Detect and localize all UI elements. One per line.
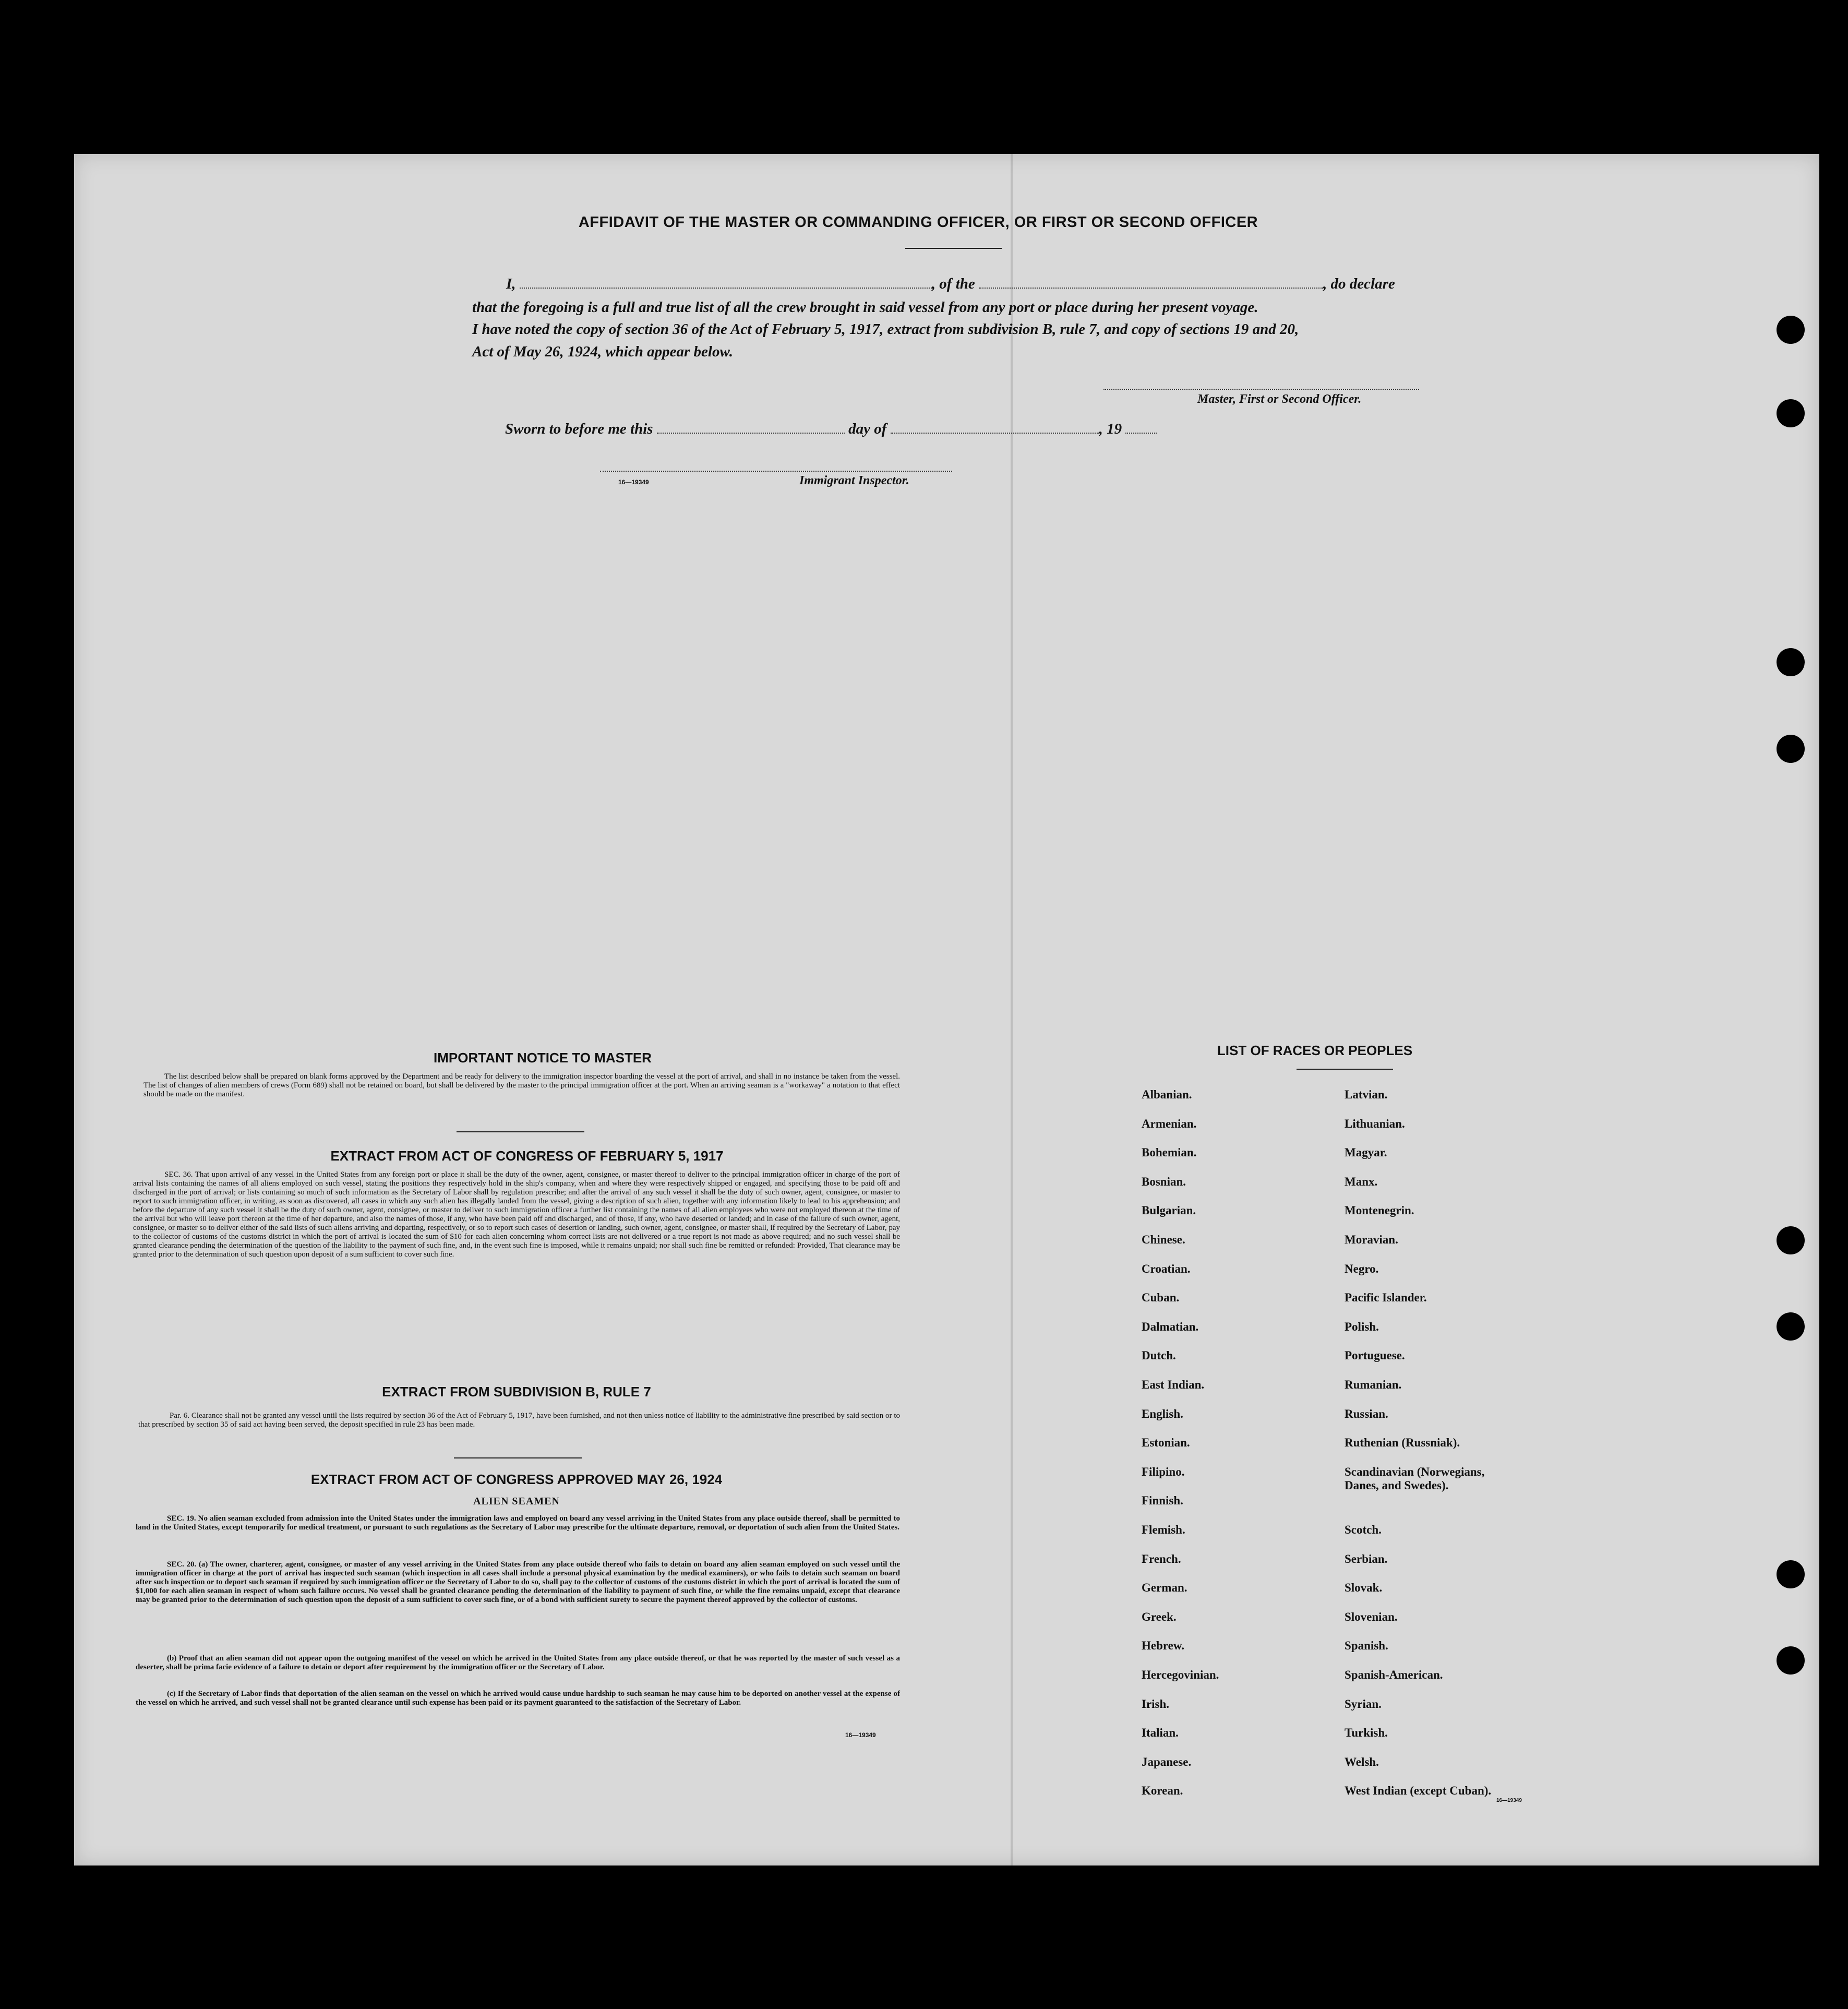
race-item: Irish. [1142,1697,1170,1711]
race-item: Spanish. [1345,1639,1388,1653]
race-item: Korean. [1142,1784,1183,1798]
extract-1924-title: EXTRACT FROM ACT OF CONGRESS APPROVED MAY 26, 1924 [310,1472,723,1487]
race-item: Flemish. [1142,1523,1185,1536]
race-item: Syrian. [1345,1697,1382,1711]
race-item: Japanese. [1142,1755,1192,1768]
sec-20a-body: SEC. 20. (a) The owner, charterer, agent, consignee, or master of any vessel arriving in the United States from any place outside thereof who fails to detain on board any alien seaman employed on such vessel until the immigration officer in charge at the port of arrival has inspected such seaman (which inspection in all cases shall include a personal physical examination by the medical examiners), or who fails to detain such seaman on board after such inspection or to deport such seaman if required by such immigration officer or the Secretary of Labor to do so, shall pay to the collector of customs of the customs district in which the port of arrival is located the sum of $1,000 for each alien seaman in respect of whom such failure occurs. No vessel shall be granted clearance pending the determination of the liability to payment of such fine, or while the fine remains unpaid, except that clearance may be granted prior to the determination of such question upon the deposit of a sum sufficient to cover such fine, or of a bond with sufficient surety to secure the payment thereof approved by the collector of customs. [136,1560,900,1604]
race-item: English. [1142,1407,1183,1420]
race-item: Portuguese. [1345,1349,1405,1362]
race-item: East Indian. [1142,1378,1205,1391]
subdivision-b-body: Par. 6. Clearance shall not be granted any vessel until the lists required by section 36 of the Act of February 5, 1917, have been furnished, and not then unless notice of liability to the administrative fine prescribed by said section or to that prescribed by section 35 of said act having been served, the deposit specified in rule 23 has been made. [138,1412,900,1429]
affidavit-i: I, [506,276,516,292]
extract-1917-title: EXTRACT FROM ACT OF CONGRESS OF FEBRUARY 5, 1917 [330,1148,724,1164]
race-item: Latvian. [1345,1088,1388,1101]
race-item: Dalmatian. [1142,1320,1199,1333]
race-item: Serbian. [1345,1552,1388,1565]
affidavit-line3: I have noted the copy of section 36 of the Act of February 5, 1917, extract from subdivision B, rule 7, and copy of sections 19 and 20, [472,321,1299,338]
race-item: Italian. [1142,1726,1179,1740]
affidavit-declare: , do declare [1323,276,1395,292]
sec-20b-body: (b) Proof that an alien seaman did not appear upon the outgoing manifest of the vessel on which he arrived in the United States from any place outside thereof, or that he was reported by the master of such vessel as a deserter, shall be prima facie evidence of a failure to detain or deport after requirement by the immigration officer or the Secretary of Labor. [136,1654,900,1671]
race-item: Magyar. [1345,1146,1387,1159]
race-item: Filipino. [1142,1465,1185,1478]
binder-hole [1777,1560,1805,1588]
race-item: Finnish. [1142,1494,1183,1508]
affidavit-title: AFFIDAVIT OF THE MASTER OR COMMANDING OFFICER, OR FIRST OR SECOND OFFICER [578,214,1258,231]
alien-seamen-subtitle: ALIEN SEAMEN [473,1496,560,1507]
notice-body: The list described below shall be prepared on blank forms approved by the Department and be ready for delivery to the immigration inspector boarding the vessel at the port of arrival, and shall in no instance be taken from the vessel. The list of changes of alien members of crews (Form 689) shall not be retained on board, but shall be delivered by the master to the principal immigration officer at the port. When an arriving seaman is a "workaway" a notation to that effect should be made on the manifest. [143,1072,900,1098]
name-blank[interactable] [520,288,932,289]
affidavit-line4: Act of May 26, 1924, which appear below. [472,343,733,360]
race-item: Croatian. [1142,1262,1191,1275]
signature-label: Master, First or Second Officer. [1197,392,1362,406]
binder-hole [1777,1226,1805,1254]
race-item: Albanian. [1142,1088,1192,1101]
subdivision-b-title: EXTRACT FROM SUBDIVISION B, RULE 7 [382,1384,651,1400]
extract-form-code: 16—19349 [845,1731,876,1739]
sec-19-body: SEC. 19. No alien seaman excluded from admission into the United States under the immigration laws and employed on board any vessel arriving in the United States from any place outside thereof, shall be permitted to land in the United States, except temporarily for medical treatment, or pursuant to such regulations as the Secretary of Labor may prescribe for the ultimate departure, removal, or deportation of such alien from the United States. [136,1514,900,1532]
inspector-form-code: 16—19349 [618,479,649,486]
sworn-text: Sworn to before me this [505,421,653,437]
race-item: French. [1142,1552,1181,1565]
binder-hole [1777,1312,1805,1341]
race-item: Montenegrin. [1345,1204,1414,1217]
signature-line [1103,389,1419,390]
race-item: Scotch. [1345,1523,1382,1536]
sworn-line [505,421,1157,438]
race-item: Scandinavian (Norwegians, Danes, and Swedes). [1345,1465,1485,1492]
race-item: Lithuanian. [1345,1117,1405,1130]
affidavit-line2: that the foregoing is a full and true list of all the crew brought in said vessel from any port or place during her present voyage. [472,299,1258,316]
vessel-blank[interactable] [979,288,1323,289]
affidavit-line1 [506,276,1445,293]
race-item: Estonian. [1142,1436,1190,1450]
race-item: Hercegovinian. [1142,1668,1219,1681]
sworn-day-of: day of [848,421,887,437]
divider [454,1457,582,1458]
race-item: Armenian. [1142,1117,1197,1130]
sec-20c-body: (c) If the Secretary of Labor finds that deportation of the alien seaman on the vessel on which he arrived would cause undue hardship to such seaman he may cause him to be deported on another vessel at the expense of the vessel on which he arrived, and such vessel shall not be granted clearance until such expense has been paid or its payment guaranteed to the satisfaction of the Secretary of Labor. [136,1690,900,1707]
race-item: Bulgarian. [1142,1204,1196,1217]
race-item: Welsh. [1345,1755,1379,1768]
race-item: Polish. [1345,1320,1379,1333]
title-underline [905,248,1002,249]
binder-hole [1777,1646,1805,1675]
race-item: Slovak. [1345,1581,1383,1595]
race-item: Cuban. [1142,1291,1180,1305]
inspector-line [600,471,952,472]
sworn-month-blank[interactable] [891,433,1099,434]
race-item: Hebrew. [1142,1639,1184,1653]
race-item: Bohemian. [1142,1146,1197,1159]
binder-hole [1777,316,1805,344]
race-item: Manx. [1345,1175,1378,1188]
races-form-code: 16—19349 [1496,1798,1522,1803]
races-title: LIST OF RACES OR PEOPLES [1217,1043,1413,1058]
races-title-underline [1297,1069,1393,1070]
race-item: West Indian (except Cuban). [1345,1784,1492,1798]
binder-hole [1777,648,1805,676]
binder-hole [1777,735,1805,763]
race-item: Moravian. [1345,1233,1398,1246]
sworn-year-blank[interactable] [1125,433,1157,434]
center-fold [1011,154,1013,1866]
notice-title: IMPORTANT NOTICE TO MASTER [434,1050,652,1066]
affidavit-of-the: , of the [931,276,975,292]
race-item: Dutch. [1142,1349,1176,1362]
sworn-year: , 19 [1099,421,1122,437]
race-item: Negro. [1345,1262,1379,1275]
divider [457,1131,584,1132]
race-item: Spanish-American. [1345,1668,1443,1681]
race-item: Rumanian. [1345,1378,1402,1391]
extract-1917-body: SEC. 36. That upon arrival of any vessel in the United States from any foreign port or place it shall be the duty of the owner, agent, consignee, or master thereof to deliver to the principal immigration officer in charge of the port of arrival lists containing the names of all aliens employed on such vessel, stating the positions they respectively hold in the ship's company, when and where they were respectively shipped or engaged, and specifying those to be paid off and discharged in the port of arrival; or lists containing so much of such information as the Secretary of Labor shall by regulation prescribe; and after the arrival of any such vessel it shall be the duty of such owner, agent, consignee, or master to report to such immigration officer, in writing, as soon as discovered, all cases in which any such alien has illegally landed from the vessel, giving a description of such alien, together with any information likely to lead to his apprehension; and before the departure of any such vessel it shall be the duty of such owner, agent, consignee, or master to deliver to such immigration officer a further list containing the names of all alien employees who were not employed thereon at the time of the arrival but who will leave port thereon at the time of her departure, and also the names of those, if any, who have been paid off and discharged, and of those, if any, who have deserted or landed; and in case of the failure of such owner, agent, consignee, or master so to deliver either of the said lists of such aliens arriving and departing, respectively, or so to report such cases of desertion or landing, such owner, agent, consignee, or master shall, if required by the Secretary of Labor, pay to the collector of customs of the customs district in which the port of arrival is located the sum of $10 for each alien concerning whom correct lists are not delivered or a true report is not made as above required; and no such vessel shall be granted clearance pending the determination of the question of the liability to the payment of such fine, and, in the event such fine is imposed, while it remains unpaid; nor shall such fine be remitted or refunded: Provided, That clearance may be granted prior to the determination of such question upon deposit of a sum sufficient to cover such fine. [133,1170,900,1259]
document-sheet [74,154,1819,1866]
race-item: Chinese. [1142,1233,1185,1246]
binder-hole [1777,399,1805,427]
race-item: Russian. [1345,1407,1388,1420]
race-item: Ruthenian (Russniak). [1345,1436,1460,1450]
race-item: Bosnian. [1142,1175,1186,1188]
race-item: Turkish. [1345,1726,1388,1740]
race-item: Pacific Islander. [1345,1291,1427,1305]
race-item: German. [1142,1581,1187,1595]
race-item: Greek. [1142,1610,1177,1623]
sworn-day-blank[interactable] [657,433,845,434]
inspector-label: Immigrant Inspector. [799,474,909,487]
race-item: Slovenian. [1345,1610,1398,1623]
